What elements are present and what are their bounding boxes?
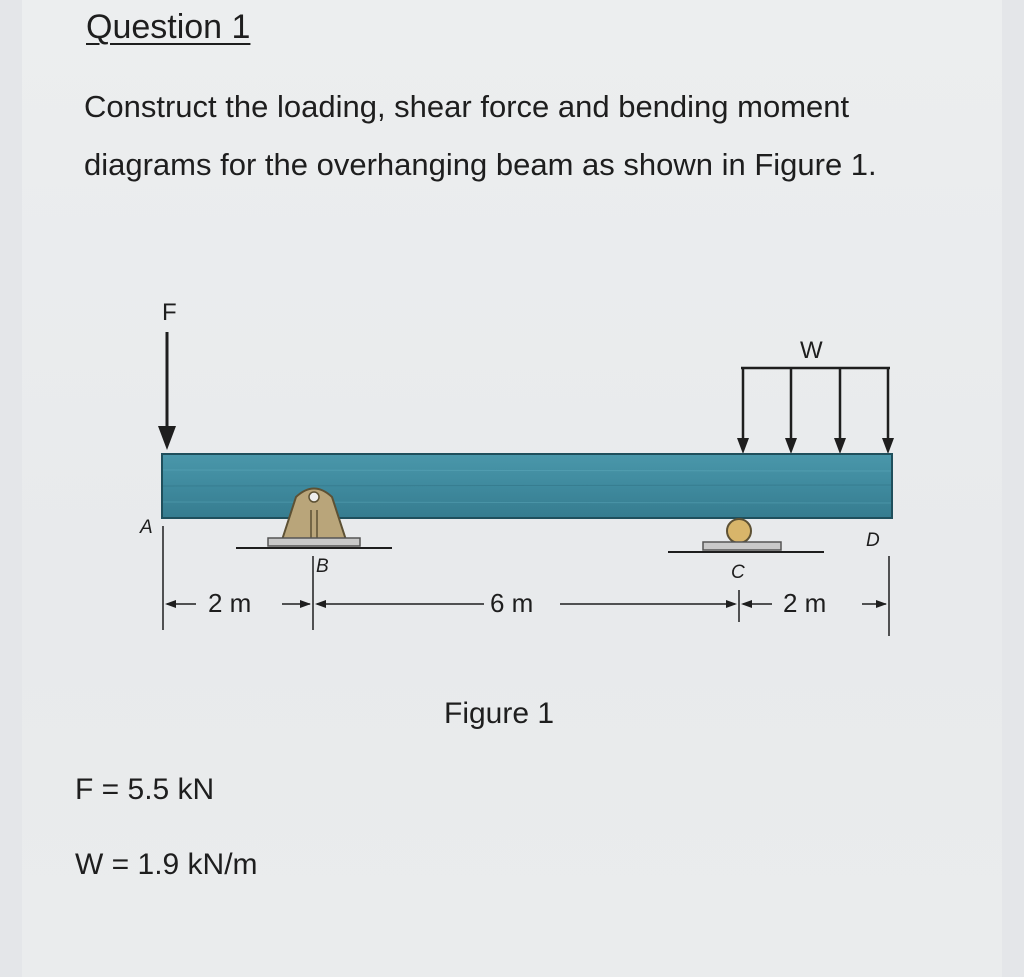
figure-caption: Figure 1 xyxy=(444,697,555,730)
distributed-load-label: W xyxy=(800,337,823,364)
point-b-label: B xyxy=(316,556,329,577)
roller-support-c xyxy=(668,519,824,552)
point-load-arrow xyxy=(158,332,176,450)
beam xyxy=(162,454,892,518)
given-force: F = 5.5 kN xyxy=(75,773,215,806)
given-distributed-load: W = 1.9 kN/m xyxy=(75,848,258,881)
dimension-bc: 6 m xyxy=(490,588,534,618)
point-c-label: C xyxy=(731,562,745,583)
dimension-cd: 2 m xyxy=(783,588,827,618)
point-a-label: A xyxy=(140,517,153,538)
distributed-load-arrows xyxy=(741,368,890,442)
distributed-load-arrowheads xyxy=(737,438,894,454)
question-prompt: Construct the loading, shear force and bending moment diagrams for the overhanging beam as shown in Figure 1. xyxy=(84,89,877,182)
dimension-ab: 2 m xyxy=(208,588,252,618)
point-d-label: D xyxy=(866,530,880,551)
point-load-label: F xyxy=(162,299,177,326)
question-title: Question 1 xyxy=(86,8,251,46)
